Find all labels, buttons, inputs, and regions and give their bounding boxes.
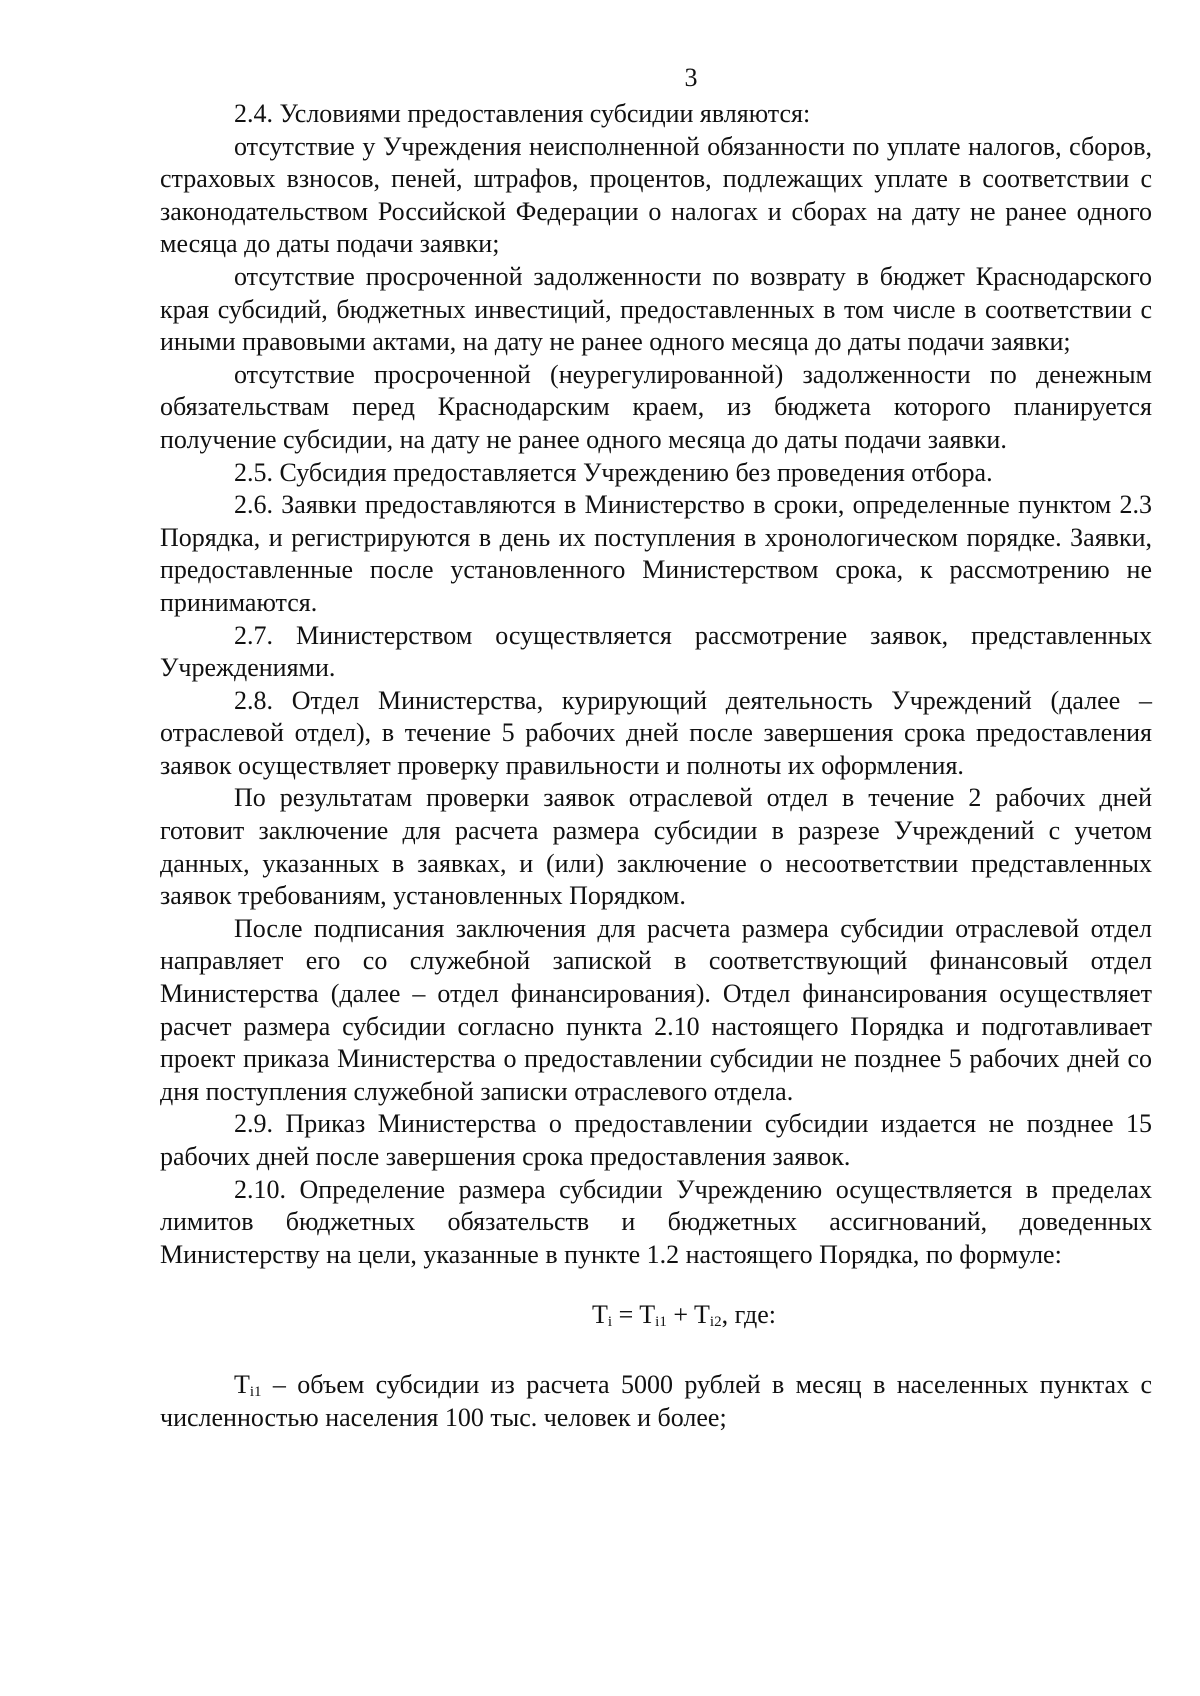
formula-tail: , где:	[721, 1300, 776, 1330]
paragraph-2-10: 2.10. Определение размера субсидии Учреждению осуществляется в пределах лимитов бюджетных обязательств и бюджетных ассигнований, доведенных Министерству на цели, указанные в пункте 1.2 настоящего Порядка, по формуле:	[160, 1174, 1152, 1269]
paragraph-2-7: 2.7. Министерством осуществляется рассмотрение заявок, представленных Учреждениями.	[160, 620, 1152, 683]
definition-ti1	[160, 1369, 1152, 1434]
paragraph-2-4: 2.4. Условиями предоставления субсидии являются:	[234, 99, 811, 128]
formula-term-2-subscript: i2	[709, 1314, 722, 1331]
paragraph-2-6: 2.6. Заявки предоставляются в Министерство в сроки, определенные пунктом 2.3 Порядка, и регистрируются в день их поступления в хронологическом порядке. Заявки, предоставленные после установленного Министерством срока, к рассмотрению не принимаются.	[160, 490, 1152, 617]
document-page	[160, 62, 1152, 1435]
page-number: 3	[684, 63, 698, 92]
paragraph-2-5: 2.5. Субсидия предоставляется Учреждению без проведения отбора.	[234, 457, 993, 487]
paragraph-condition-taxes: отсутствие у Учреждения неисполненной обязанности по уплате налогов, сборов, страховых взносов, пеней, штрафов, процентов, подлежащих уплате в соответствии с законодательством Российской Федерации о налогах и сборах на дату не ранее одного месяца до даты подачи заявки;	[160, 131, 1152, 259]
paragraph-review-results: По результатам проверки заявок отраслевой отдел в течение 2 рабочих дней готовит заключение для расчета размера субсидии в разрезе Учреждений с учетом данных, указанных в заявках, и (или) заключение о несоответствии представленных заявок требованиям, установленных Порядком.	[160, 783, 1152, 911]
formula-plus: +	[666, 1300, 695, 1330]
definition-text: – объем субсидии из расчета 5000 рублей в месяц в населенных пунктах с численностью населения 100 тыс. человек и более;	[160, 1370, 1152, 1432]
formula-lhs-subscript: i	[607, 1314, 613, 1331]
definition-symbol: T	[234, 1370, 250, 1400]
definition-symbol-subscript: i1	[249, 1384, 262, 1401]
paragraph-condition-budget-debt: отсутствие просроченной задолженности по возврату в бюджет Краснодарского края субсидий, бюджетных инвестиций, предоставленных в том числе в соответствии с иными правовыми актами, на дату не ранее одного месяца до даты подачи заявки;	[160, 261, 1152, 357]
paragraph-2-8: 2.8. Отдел Министерства, курирующий деятельность Учреждений (далее – отраслевой отдел), в течение 5 рабочих дней после завершения срока предоставления заявок осуществляет проверку правильности и полноты их оформления.	[160, 685, 1152, 780]
paragraph-condition-monetary-obligations: отсутствие просроченной (неурегулированной) задолженности по денежным обязательствам перед Краснодарским краем, из бюджета которого планируется получение субсидии, на дату не ранее одного месяца до даты подачи заявки.	[160, 359, 1152, 454]
formula-term-1: T	[639, 1300, 656, 1330]
formula-term-2: T	[694, 1300, 710, 1330]
formula-lhs: T	[592, 1300, 608, 1330]
formula-term-1-subscript: i1	[655, 1314, 667, 1331]
formula-equals: =	[612, 1300, 640, 1330]
paragraph-after-signing: После подписания заключения для расчета размера субсидии отраслевой отдел направляет его со служебной запиской в соответствующий финансовый отдел Министерства (далее – отдел финансирования). Отдел финансирования осуществляет расчет размера субсидии согласно пункта 2.10 настоящего Порядка и подготавливает проект приказа Министерства о предоставлении субсидии не позднее 5 рабочих дней со дня поступления служебной записки отраслевого отдела.	[160, 913, 1152, 1106]
subsidy-formula	[160, 1299, 1152, 1331]
paragraph-2-9: 2.9. Приказ Министерства о предоставлении субсидии издается не позднее 15 рабочих дней после завершения срока предоставления заявок.	[160, 1109, 1152, 1171]
